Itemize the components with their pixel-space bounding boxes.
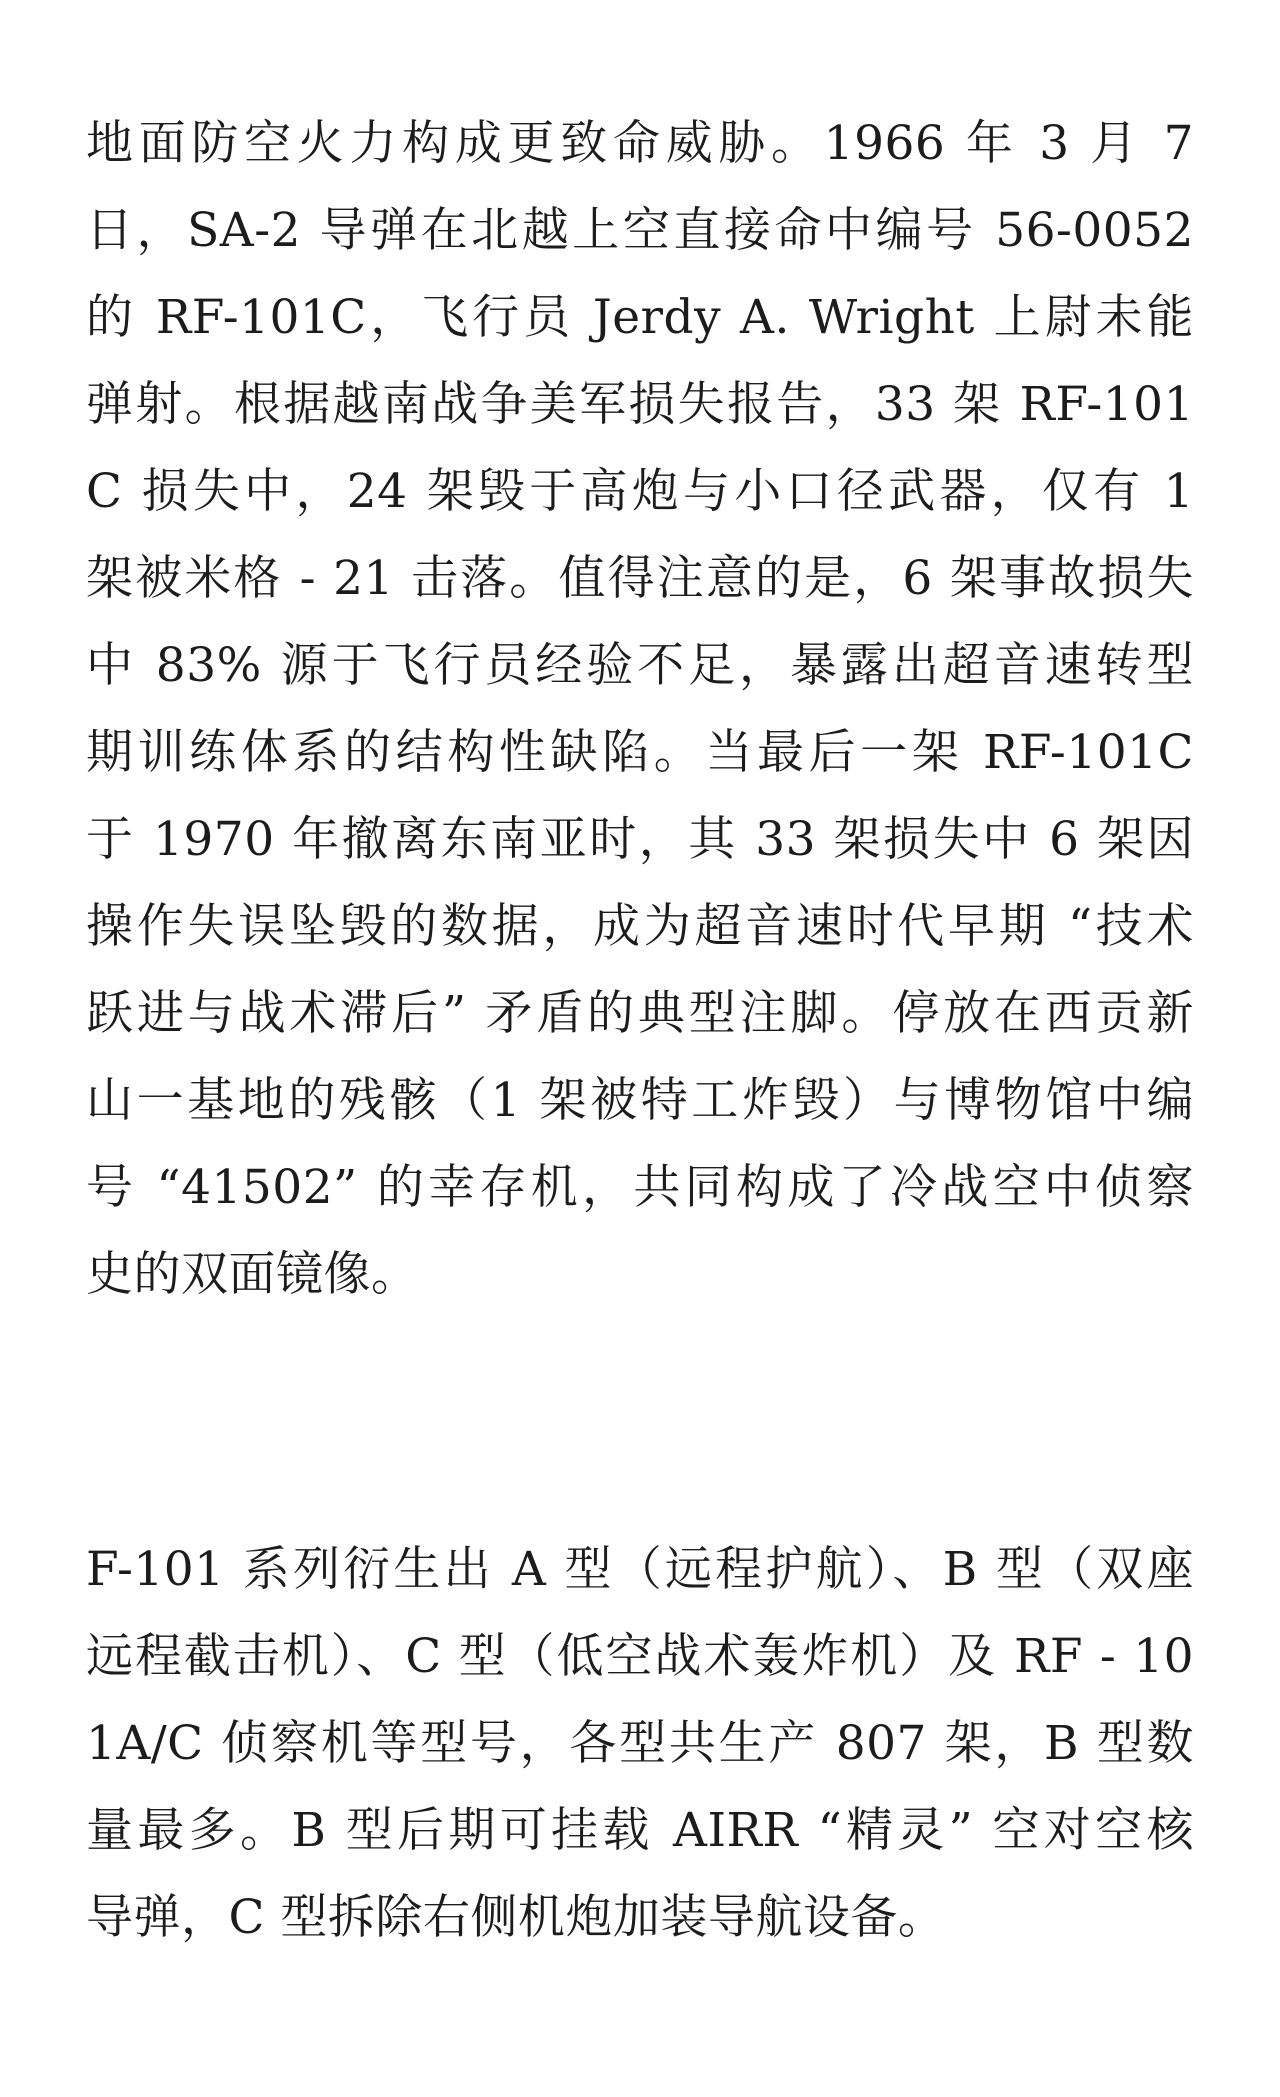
text-line: 1A/C 侦察机等型号，各型共生产 807 架，B 型数 [86, 1716, 1194, 1771]
text-line: 山一基地的残骸（1 架被特工炸毁）与博物馆中编 [86, 1073, 1194, 1128]
text-line: 史的双面镜像。 [86, 1247, 419, 1302]
text-line: 于 1970 年撤离东南亚时，其 33 架损失中 6 架因 [86, 812, 1194, 867]
text-line: 跃进与战术滞后” 矛盾的典型注脚。停放在西贡新 [86, 986, 1194, 1041]
text-line: 中 83% 源于飞行员经验不足，暴露出超音速转型 [86, 638, 1194, 693]
text-line: 弹射。根据越南战争美军损失报告，33 架 RF-101 [86, 377, 1194, 432]
text-line: 架被米格 - 21 击落。值得注意的是，6 架事故损失 [86, 551, 1194, 606]
text-line: 地面防空火力构成更致命威胁。1966 年 3 月 7 [86, 116, 1194, 171]
paragraph-rf101-losses [86, 100, 1194, 1318]
text-line: 日，SA-2 导弹在北越上空直接命中编号 56-0052 [86, 203, 1194, 258]
text-line: C 损失中，24 架毁于高炮与小口径武器，仅有 1 [86, 464, 1194, 519]
text-line: 导弹，C 型拆除右侧机炮加装导航设备。 [86, 1890, 946, 1945]
text-line: 期训练体系的结构性缺陷。当最后一架 RF-101C [86, 725, 1194, 780]
text-line: 号 “41502” 的幸存机，共同构成了冷战空中侦察 [86, 1160, 1194, 1215]
text-line: 量最多。B 型后期可挂载 AIRR “精灵” 空对空核 [86, 1803, 1194, 1858]
article-body [86, 100, 1194, 1961]
text-line: 的 RF-101C，飞行员 Jerdy A. Wright 上尉未能 [86, 290, 1194, 345]
paragraph-f101-variants [86, 1526, 1194, 1961]
text-line: 远程截击机）、C 型（低空战术轰炸机）及 RF - 10 [86, 1629, 1194, 1684]
text-line: 操作失误坠毁的数据，成为超音速时代早期 “技术 [86, 899, 1194, 954]
text-line: F-101 系列衍生出 A 型（远程护航）、B 型（双座 [86, 1542, 1194, 1597]
